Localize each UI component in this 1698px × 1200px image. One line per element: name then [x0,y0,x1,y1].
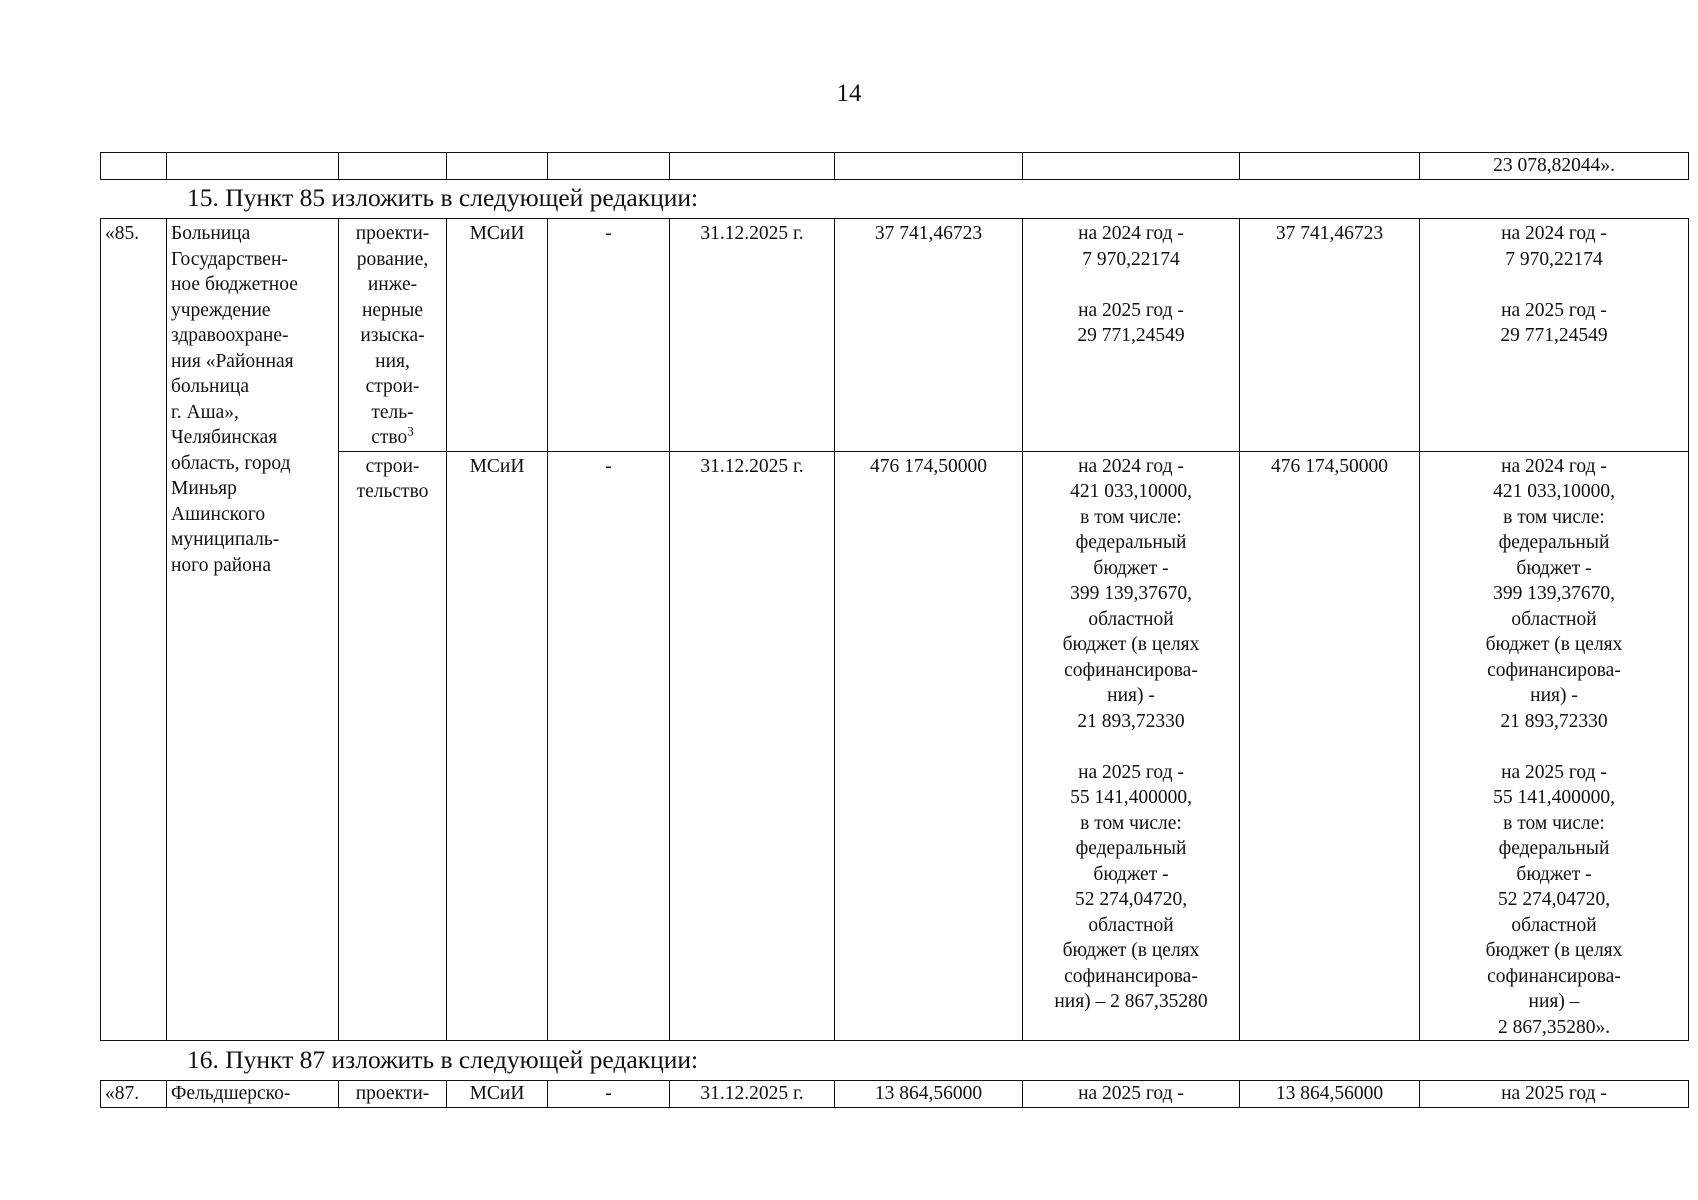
total-cost: 13 864,56000 [835,1081,1023,1108]
cost-by-year-2: на 2024 год - 7 970,22174 на 2025 год - 29 771,24549 [1420,219,1689,452]
item-number: «85. [101,219,167,1041]
deadline: 31.12.2025 г. [670,219,835,452]
table-cell [447,153,548,180]
cost-by-year-2: на 2024 год - 421 033,10000, в том числе: федеральный бюджет - 399 139,37670, областной бюджет (в целях софинансирова- ния) - 21 893,72330 на 2025 год - 55 141,400000, в том числе: федеральный бюджет - 52 274,04720, областной бюджет (в целях софинансирова- ния) – 2 867,35280». [1420,451,1689,1041]
capacity: - [548,219,670,452]
deadline: 31.12.2025 г. [670,451,835,1041]
customer: МСиИ [447,1081,548,1108]
cost-by-year-2: на 2025 год - [1420,1081,1689,1108]
table-cell [1023,153,1240,180]
customer: МСиИ [447,451,548,1041]
customer: МСиИ [447,219,548,452]
capacity: - [548,1081,670,1108]
table-cell [167,153,339,180]
total-cost-2: 37 741,46723 [1240,219,1420,452]
total-cost: 37 741,46723 [835,219,1023,452]
table-row [101,219,1689,452]
table-row [101,1081,1689,1108]
table-cell [339,153,447,180]
section-heading-16: 16. Пункт 87 изложить в следующей редакции: [187,1045,699,1074]
total-cost-2: 13 864,56000 [1240,1081,1420,1108]
table-cell-last-amount: 23 078,82044». [1420,153,1689,180]
previous-item-continuation-table [100,152,1689,180]
page-number: 14 [836,80,862,107]
table-row [101,451,1689,1041]
item-87-table [100,1080,1689,1108]
section-heading-15: 15. Пункт 85 изложить в следующей редакции: [187,183,699,212]
total-cost-2: 476 174,50000 [1240,451,1420,1041]
item-85-table [100,218,1689,1041]
table-cell [548,153,670,180]
table-cell [670,153,835,180]
work-type: строи- тельство [339,451,447,1041]
item-number: «87. [101,1081,167,1108]
work-type: проекти- [339,1081,447,1108]
table-cell [835,153,1023,180]
cost-by-year: на 2025 год - [1023,1081,1240,1108]
total-cost: 476 174,50000 [835,451,1023,1041]
table-cell [1240,153,1420,180]
capacity: - [548,451,670,1041]
table-cell [101,153,167,180]
deadline: 31.12.2025 г. [670,1081,835,1108]
cost-by-year: на 2024 год - 7 970,22174 на 2025 год - 29 771,24549 [1023,219,1240,452]
table-row [101,153,1689,180]
object-name: Фельдшерско- [167,1081,339,1108]
cost-by-year: на 2024 год - 421 033,10000, в том числе: федеральный бюджет - 399 139,37670, областной бюджет (в целях софинансирова- ния) - 21 893,72330 на 2025 год - 55 141,400000, в том числе: федеральный бюджет - 52 274,04720, областной бюджет (в целях софинансирова- ния) – 2 867,35280 [1023,451,1240,1041]
object-name: Больница Государствен- ное бюджетное учреждение здравоохране- ния «Районная больница г. Аша», Челябинская область, город Миньяр Ашинского муниципаль- ного района [167,219,339,1041]
work-type-cell [339,219,447,452]
work-type: проекти- рование, инже- нерные изыска- ния, строи- тель- ство [355,223,430,448]
footnote-marker: 3 [407,423,414,439]
